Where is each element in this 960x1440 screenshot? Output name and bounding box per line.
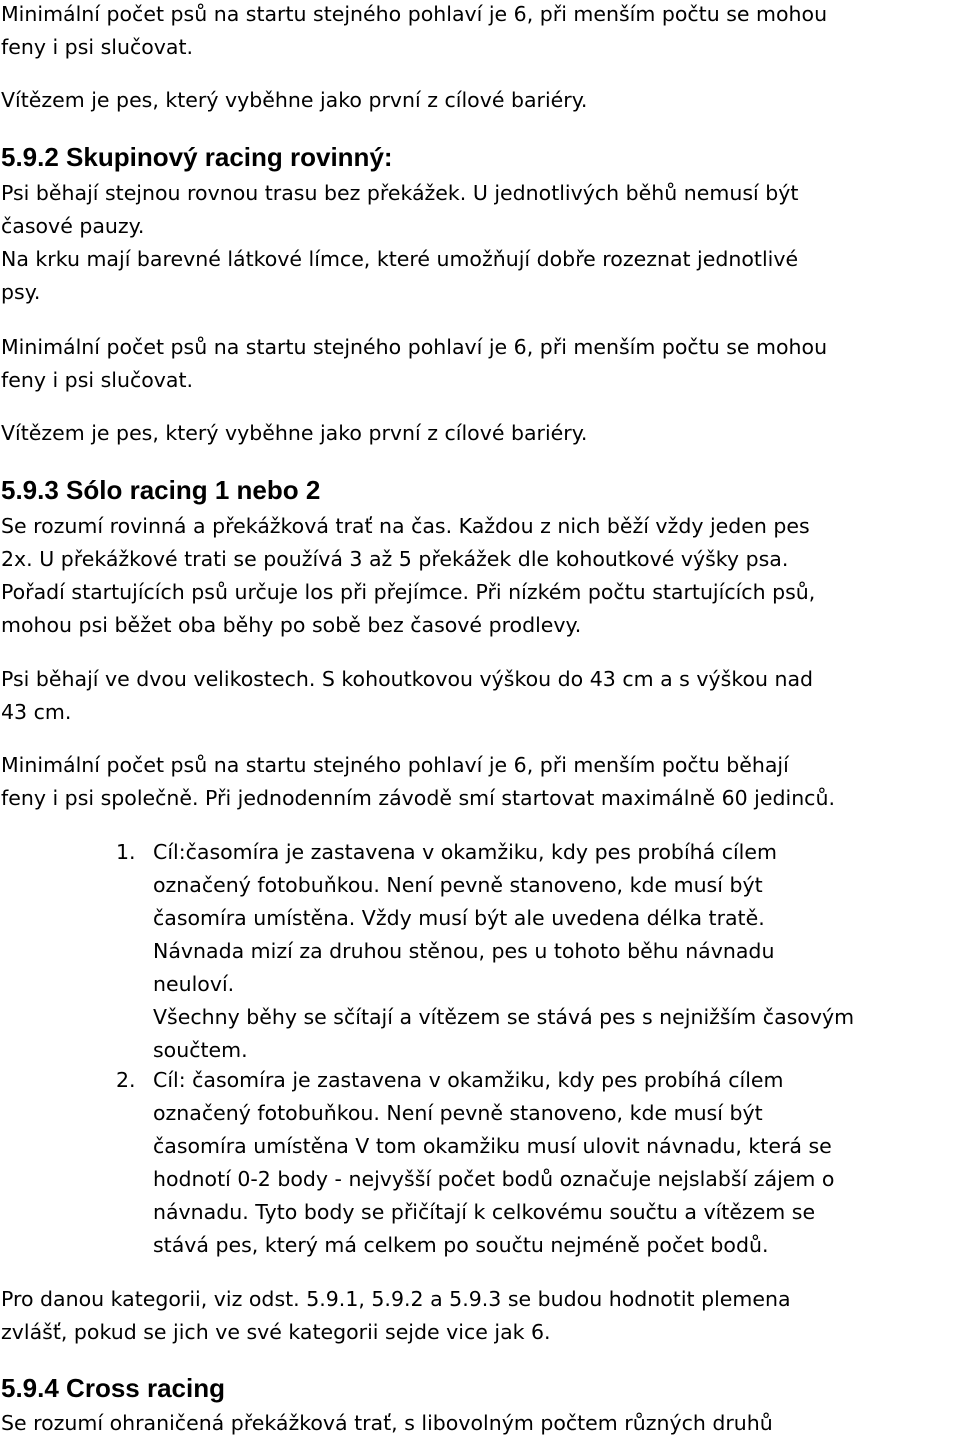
paragraph-line: feny i psi slučovat.: [1, 368, 194, 392]
section-heading: 5.9.2 Skupinový racing rovinný:: [1, 142, 393, 172]
paragraph-line: mohou psi běžet oba běhy po sobě bez časové prodlevy.: [1, 613, 582, 637]
paragraph-line: feny i psi společně. Při jednodenním závodě smí startovat maximálně 60 jedinců.: [1, 786, 835, 810]
paragraph-line: 2x. U překážkové trati se používá 3 až 5 překážek dle kohoutkové výšky psa.: [1, 547, 789, 571]
list-item-line: časomíra umístěna V tom okamžiku musí ulovit návnadu, která se: [153, 1134, 832, 1158]
paragraph-line: Minimální počet psů na startu stejného pohlaví je 6, při menším počtu běhají: [1, 753, 789, 777]
paragraph-line: 43 cm.: [1, 700, 72, 724]
list-item-line: neuloví.: [153, 972, 235, 996]
list-item-line: označený fotobuňkou. Není pevně stanoveno, kde musí být: [153, 873, 763, 897]
list-item-line: součtem.: [153, 1038, 248, 1062]
paragraph-line: Psi běhají stejnou rovnou trasu bez překážek. U jednotlivých běhů nemusí být: [1, 181, 799, 205]
paragraph-line: zvlášť, pokud se jich ve své kategorii sejde vice jak 6.: [1, 1320, 551, 1344]
paragraph-line: Se rozumí ohraničená překážková trať, s libovolným počtem různých druhů: [1, 1411, 773, 1435]
paragraph-line: Vítězem je pes, který vyběhne jako první z cílové bariéry.: [1, 421, 588, 445]
paragraph-line: Vítězem je pes, který vyběhne jako první z cílové bariéry.: [1, 88, 588, 112]
paragraph-line: časové pauzy.: [1, 214, 145, 238]
section-heading: 5.9.3 Sólo racing 1 nebo 2: [1, 475, 321, 505]
list-item-line: Cíl:časomíra je zastavena v okamžiku, kdy pes probíhá cílem: [153, 840, 777, 864]
list-item-line: Všechny běhy se sčítají a vítězem se stává pes s nejnižším časovým: [153, 1005, 855, 1029]
list-item-number: 2.: [116, 1068, 136, 1092]
list-item-line: Cíl: časomíra je zastavena v okamžiku, kdy pes probíhá cílem: [153, 1068, 784, 1092]
paragraph-line: psy.: [1, 280, 41, 304]
paragraph-line: Na krku mají barevné látkové límce, které umožňují dobře rozeznat jednotlivé: [1, 247, 799, 271]
list-item-line: časomíra umístěna. Vždy musí být ale uvedena délka tratě.: [153, 906, 765, 930]
paragraph-line: Psi běhají ve dvou velikostech. S kohoutkovou výškou do 43 cm a s výškou nad: [1, 667, 814, 691]
paragraph-line: feny i psi slučovat.: [1, 35, 194, 59]
paragraph-line: Minimální počet psů na startu stejného pohlaví je 6, při menším počtu se mohou: [1, 2, 828, 26]
list-item-line: označený fotobuňkou. Není pevně stanoveno, kde musí být: [153, 1101, 763, 1125]
paragraph-line: Pro danou kategorii, viz odst. 5.9.1, 5.9.2 a 5.9.3 se budou hodnotit plemena: [1, 1287, 791, 1311]
list-item-line: návnadu. Tyto body se přičítají k celkovému součtu a vítězem se: [153, 1200, 816, 1224]
list-item-line: stává pes, který má celkem po součtu nejméně počet bodů.: [153, 1233, 769, 1257]
paragraph-line: Minimální počet psů na startu stejného pohlaví je 6, při menším počtu se mohou: [1, 335, 828, 359]
paragraph-line: Pořadí startujících psů určuje los při přejímce. Při nízkém počtu startujících psů,: [1, 580, 816, 604]
list-item-number: 1.: [116, 840, 136, 864]
paragraph-line: Se rozumí rovinná a překážková trať na čas. Každou z nich běží vždy jeden pes: [1, 514, 810, 538]
list-item-line: Návnada mizí za druhou stěnou, pes u tohoto běhu návnadu: [153, 939, 775, 963]
section-heading: 5.9.4 Cross racing: [1, 1373, 225, 1403]
list-item-line: hodnotí 0-2 body - nejvyšší počet bodů označuje nejslabší zájem o: [153, 1167, 835, 1191]
